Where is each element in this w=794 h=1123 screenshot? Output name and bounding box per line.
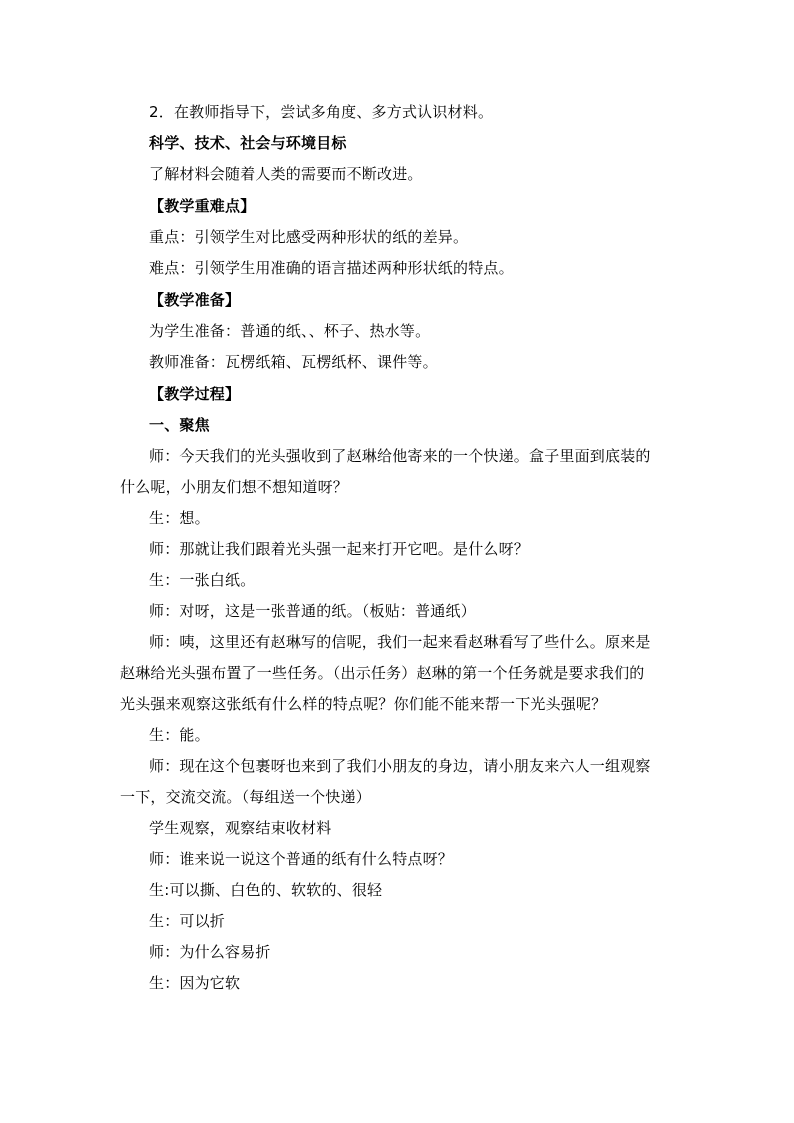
dialogue-line: 学生观察，观察结束收材料 (149, 819, 332, 837)
dialogue-line: 师：为什么容易折 (149, 943, 271, 961)
paragraph: 为学生准备：普通的纸、、杯子、热水等。 (149, 322, 431, 340)
objective-item-2: 2．在教师指导下，尝试多角度、多方式认识材料。 (149, 103, 494, 121)
dialogue-line: 师：今天我们的光头强收到了赵琳给他寄来的一个快递。盒子里面到底装的 (149, 447, 651, 465)
subsection-heading-focus: 一、聚焦 (149, 416, 210, 434)
dialogue-line-continued: 一下，交流交流。（每组送一个快递） (120, 788, 371, 806)
dialogue-line: 生：可以折 (149, 912, 226, 930)
dialogue-line: 师：对呀，这是一张普通的纸。（板贴：普通纸） (149, 602, 476, 620)
dialogue-line: 师：谁来说一说这个普通的纸有什么特点呀？ (149, 850, 454, 868)
dialogue-line: 生：一张白纸。 (149, 571, 256, 589)
dialogue-line: 师：现在这个包裹呀也来到了我们小朋友的身边，请小朋友来六人一组观察 (149, 757, 651, 775)
paragraph: 难点：引领学生用准确的语言描述两种形状纸的特点。 (149, 259, 514, 277)
dialogue-line-continued: 赵琳给光头强布置了一些任务。（出示任务）赵琳的第一个任务就是要求我们的 (120, 664, 645, 682)
dialogue-line-continued: 什么呢，小朋友们想不想知道呀？ (120, 478, 349, 496)
dialogue-line: 师：那就让我们跟着光头强一起来打开它吧。是什么呀？ (149, 540, 530, 558)
section-heading-sts-goal: 科学、技术、社会与环境目标 (149, 134, 347, 152)
dialogue-line-continued: 光头强来观察这张纸有什么样的特点呢？你们能不能来帮一下光头强呢？ (120, 695, 607, 713)
dialogue-line: 师：咦，这里还有赵琳写的信呢，我们一起来看赵琳看写了些什么。原来是 (149, 633, 651, 651)
section-heading-process: 【教学过程】 (149, 385, 241, 403)
section-heading-key-points: 【教学重难点】 (149, 197, 256, 215)
paragraph: 重点：引领学生对比感受两种形状的纸的差异。 (149, 228, 469, 246)
dialogue-line: 生：因为它软 (149, 974, 241, 992)
dialogue-line: 生：想。 (149, 509, 210, 527)
paragraph: 教师准备：瓦楞纸箱、瓦楞纸杯、课件等。 (149, 353, 438, 371)
section-heading-preparation: 【教学准备】 (149, 291, 241, 309)
paragraph: 了解材料会随着人类的需要而不断改进。 (149, 165, 423, 183)
dialogue-line: 生:可以撕、白色的、软软的、很轻 (149, 881, 383, 899)
dialogue-line: 生：能。 (149, 726, 210, 744)
